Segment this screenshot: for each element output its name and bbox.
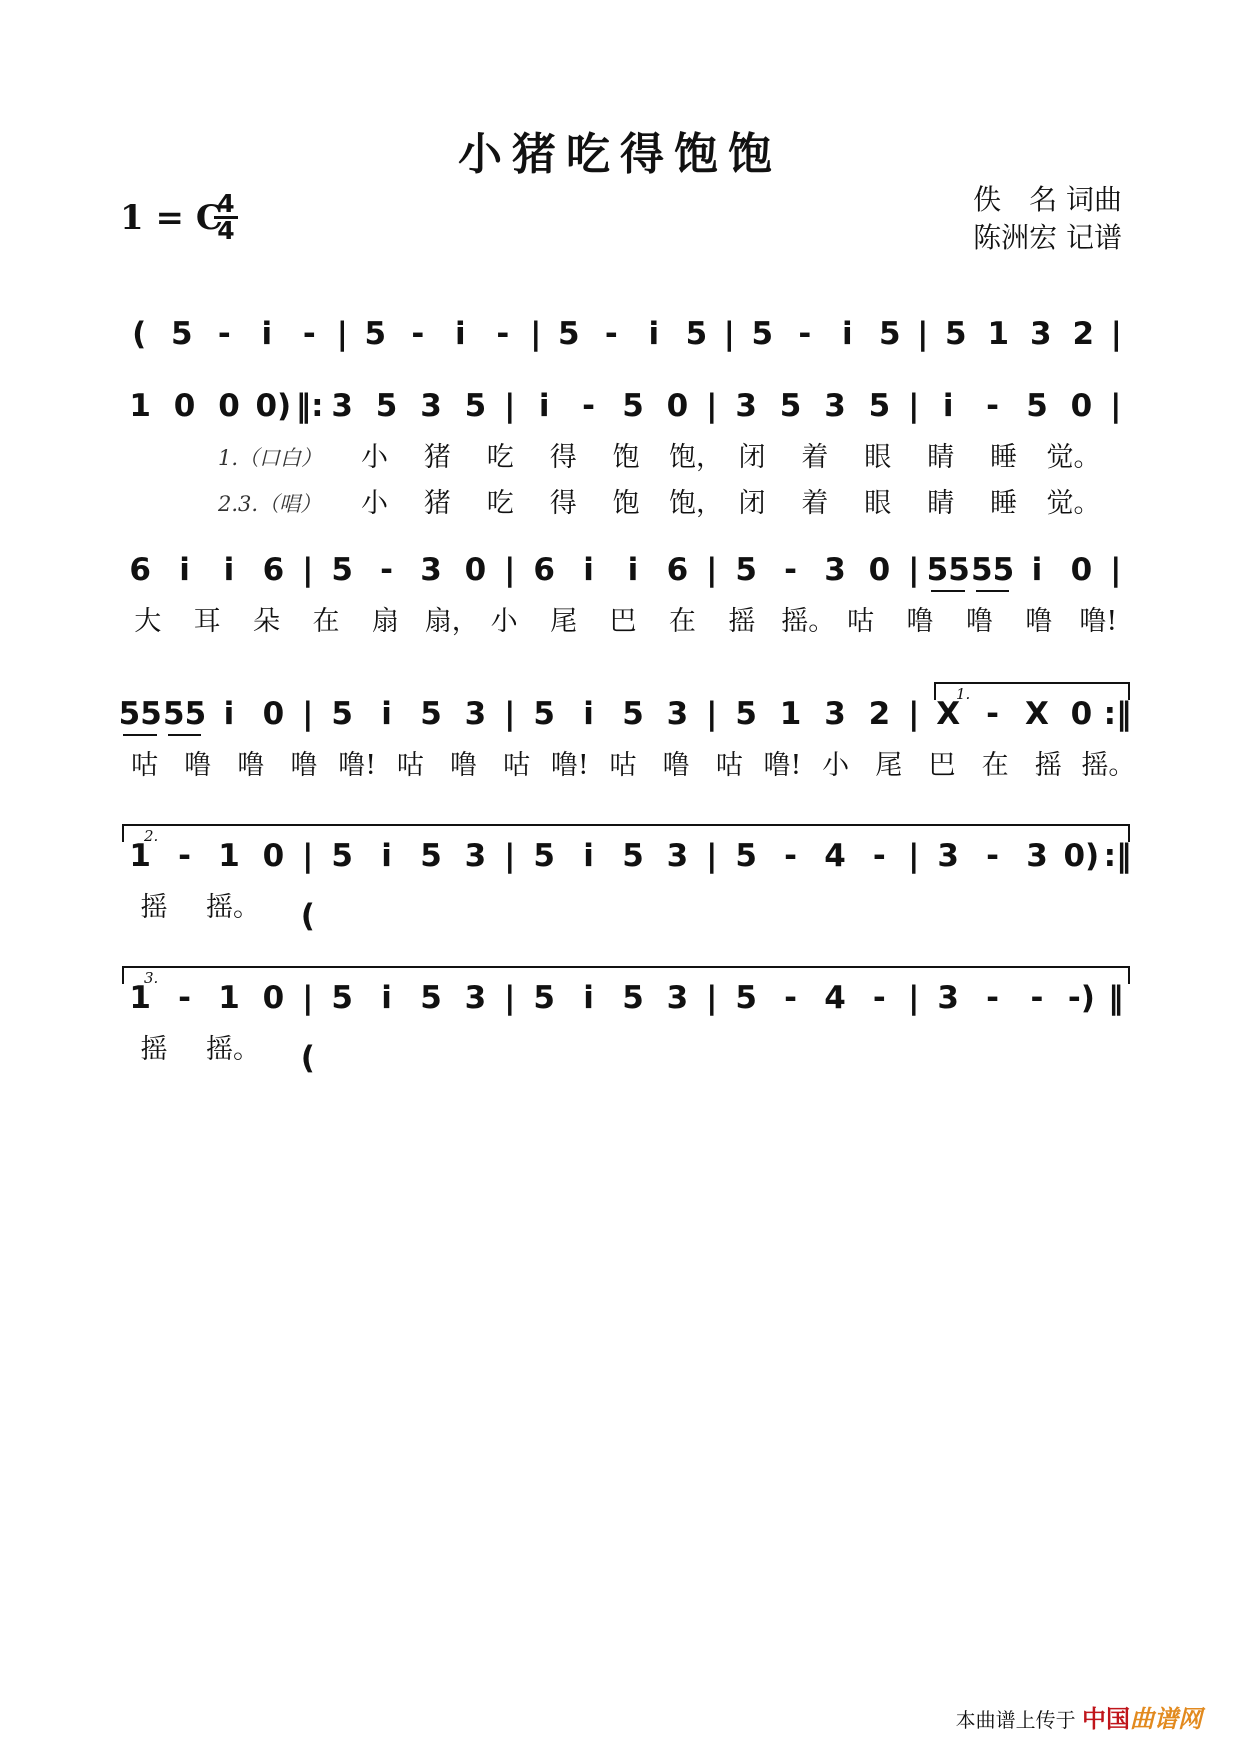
note: 0: [868, 552, 891, 588]
lyric-char: 吃: [486, 442, 514, 473]
barline: |: [504, 980, 516, 1016]
note: 5: [735, 552, 757, 588]
note: 3: [666, 838, 689, 874]
lyric-char: 摇。: [1081, 750, 1136, 781]
note: 5: [331, 838, 353, 874]
volta-bracket: [122, 824, 1130, 845]
note: 5: [944, 316, 967, 352]
barline: |: [504, 552, 516, 588]
lyric-char: 摇: [140, 1034, 168, 1065]
note: 5: [557, 316, 580, 352]
note: 0: [666, 388, 689, 424]
lyric-char: 猪: [423, 488, 451, 519]
lyric-char: 眼: [864, 488, 892, 519]
eighth-underline: [931, 590, 965, 592]
note: 2: [1072, 316, 1095, 352]
lyric-char: 噜!: [338, 750, 377, 781]
note: -: [986, 388, 1000, 424]
note: -: [798, 316, 812, 352]
barline: |(: [300, 838, 315, 934]
notation-row: [118, 540, 1128, 600]
note: 5: [622, 388, 644, 424]
lyric-char: 朵: [253, 606, 281, 637]
barline: |: [504, 838, 516, 874]
barline: |: [336, 316, 348, 352]
note: 6: [129, 552, 151, 588]
lyric-char: 饱: [612, 442, 640, 473]
note: 5: [420, 696, 442, 732]
note: 3: [824, 696, 846, 732]
lyric-char: 咕: [396, 750, 424, 781]
lyric-char: 扇，: [424, 606, 479, 637]
note: i: [455, 316, 466, 352]
footer: [956, 1699, 1202, 1734]
lyric-char: 噜!: [1079, 606, 1118, 637]
note: 3: [824, 552, 846, 588]
note: -: [784, 980, 798, 1016]
note: i: [842, 316, 853, 352]
note: -): [1067, 980, 1095, 1016]
lyric-char: 尾: [550, 606, 578, 637]
lyric-char: 睡: [990, 488, 1018, 519]
note: -: [496, 316, 510, 352]
note: 3: [735, 388, 757, 424]
note: 1: [218, 838, 240, 874]
note: 1: [129, 388, 151, 424]
barline: |: [706, 552, 718, 588]
note: 5: [331, 980, 353, 1016]
note: X: [936, 696, 961, 732]
note: 0: [262, 696, 285, 732]
note: -: [604, 316, 618, 352]
lyric-char: 摇: [1034, 750, 1062, 781]
note: 0: [262, 980, 285, 1016]
barline: |: [706, 980, 718, 1016]
note: X: [1025, 696, 1049, 732]
barline: :‖: [1103, 838, 1132, 874]
lyric-char: 噜!: [550, 750, 589, 781]
volta-label: 1.: [956, 685, 971, 703]
note: 5: [735, 838, 757, 874]
note: 55: [163, 696, 207, 732]
volta-label: 2.: [144, 827, 159, 845]
note: -: [217, 316, 231, 352]
site-logo-accent: 曲谱网: [1130, 1705, 1202, 1733]
note: 0: [464, 552, 487, 588]
note: 0: [218, 388, 240, 424]
note: 6: [533, 552, 555, 588]
note: 5: [331, 552, 353, 588]
note: 5: [533, 980, 555, 1016]
barline: |: [302, 696, 314, 732]
note: 3: [666, 696, 689, 732]
note: i: [583, 696, 594, 732]
lyric-char: 小: [490, 606, 518, 637]
barline: |: [302, 552, 314, 588]
transcriber-credit: 陈洲宏 记谱: [973, 221, 1122, 254]
lyric-char: 摇: [728, 606, 756, 637]
lyric-char: 巴: [609, 606, 637, 637]
eighth-underline: [168, 734, 202, 736]
note: -: [986, 980, 1000, 1016]
note: 5: [879, 316, 901, 352]
barline: |: [908, 980, 920, 1016]
lyric-char: 饱，: [669, 488, 724, 519]
note: 3: [464, 696, 487, 732]
note: 3: [420, 388, 442, 424]
note: i: [583, 552, 594, 588]
note: 1: [129, 980, 151, 1016]
note: 5: [735, 980, 757, 1016]
lyrics-line: [118, 1030, 1128, 1070]
lyric-char: 着: [801, 442, 829, 473]
lyric-char: 噜: [237, 750, 265, 781]
lyric-char: 饱，: [669, 442, 724, 473]
note: 5: [170, 316, 193, 352]
note: -: [986, 696, 1000, 732]
note: 2: [868, 696, 891, 732]
note: 3: [464, 838, 487, 874]
lyric-char: 噜: [184, 750, 212, 781]
note: 5: [622, 696, 644, 732]
lyric-char: 闭: [738, 488, 766, 519]
note: i: [381, 838, 392, 874]
note: -: [178, 980, 192, 1016]
site-logo-main: 中国: [1082, 1705, 1130, 1733]
time-signature-bottom: 4: [217, 216, 235, 245]
lyric-char: 觉。: [1046, 442, 1101, 473]
barline: |: [908, 552, 920, 588]
note: i: [223, 696, 235, 732]
note: 3: [824, 388, 846, 424]
note: 5: [420, 838, 442, 874]
lyric-char: 噜: [906, 606, 934, 637]
note: 1: [987, 316, 1010, 352]
barline: |: [706, 388, 718, 424]
lyric-char: 噜: [290, 750, 318, 781]
notation-row: [118, 376, 1128, 436]
note: 55: [971, 552, 1015, 588]
note: 3: [464, 980, 487, 1016]
note: 5: [622, 838, 644, 874]
lyric-char: 着: [801, 488, 829, 519]
lyric-char: 耳: [193, 606, 221, 637]
note: -: [582, 388, 596, 424]
lyric-char: 在: [668, 606, 696, 637]
barline: :‖: [1103, 696, 1132, 732]
verse-label: 1.（口白）: [218, 446, 323, 470]
lyric-char: 小: [360, 488, 388, 519]
note: 55: [118, 696, 162, 732]
note: 3: [1026, 838, 1048, 874]
lyric-char: 小: [360, 442, 388, 473]
barline: |: [706, 838, 718, 874]
lyric-char: 扇: [371, 606, 399, 637]
lyric-char: 在: [981, 750, 1009, 781]
lyric-char: 咕: [131, 750, 159, 781]
lyric-char: 得: [549, 488, 577, 519]
verse-label: 2.3.（唱）: [218, 492, 322, 516]
barline: |: [908, 388, 920, 424]
eighth-underline: [123, 734, 157, 736]
lyric-char: 噜: [450, 750, 478, 781]
lyricist-composer-credit: 佚 名 词曲: [973, 183, 1122, 216]
note: 1: [129, 838, 151, 874]
volta-label: 3.: [144, 969, 159, 987]
note: -: [1030, 980, 1044, 1016]
note: 3: [666, 980, 689, 1016]
lyrics-line: [118, 602, 1128, 642]
volta-bracket: [122, 966, 1130, 987]
note: i: [1031, 552, 1043, 588]
note: 4: [824, 980, 846, 1016]
note: 1: [218, 980, 240, 1016]
note: -: [380, 552, 394, 588]
lyric-char: 噜: [662, 750, 690, 781]
lyric-char: 咕: [847, 606, 875, 637]
lyric-char: 噜!: [763, 750, 802, 781]
time-signature: [214, 189, 238, 245]
note: -: [411, 316, 425, 352]
note: 5: [533, 838, 555, 874]
note: 0: [262, 838, 285, 874]
time-signature-top: 4: [217, 189, 235, 218]
note: i: [381, 980, 392, 1016]
barline: ‖:: [295, 388, 324, 424]
footer-text: 本曲谱上传于: [955, 1708, 1076, 1732]
note: 55: [926, 552, 970, 588]
lyrics-line: [118, 746, 1136, 786]
lyric-char: 猪: [423, 442, 451, 473]
barline: |(: [300, 980, 315, 1076]
lyric-char: 在: [312, 606, 340, 637]
lyric-char: 咕: [609, 750, 637, 781]
lyric-char: 大: [134, 606, 162, 637]
note: 0: [1070, 388, 1093, 424]
note: 5: [533, 696, 555, 732]
note: 5: [331, 696, 353, 732]
barline: ‖: [1108, 980, 1124, 1016]
barline: |: [504, 388, 516, 424]
note: 5: [685, 316, 708, 352]
lyric-char: 摇: [140, 892, 168, 923]
notation-row: [118, 304, 1128, 364]
barline: |: [908, 838, 920, 874]
lyric-char: 摇。: [206, 892, 260, 923]
lyric-char: 睛: [927, 442, 955, 473]
note: i: [381, 696, 392, 732]
barline: |: [723, 316, 735, 352]
note: 0: [1070, 552, 1093, 588]
lyric-char: 吃: [486, 488, 514, 519]
note: 6: [666, 552, 689, 588]
key-signature: 1 = C: [120, 198, 223, 238]
note: i: [648, 316, 660, 352]
barline: |: [530, 316, 542, 352]
lyric-char: 闭: [738, 442, 766, 473]
note: 3: [937, 980, 959, 1016]
lyrics-line: [118, 888, 1128, 928]
note: 5: [420, 980, 442, 1016]
note: 3: [1030, 316, 1052, 352]
note: 5: [464, 388, 487, 424]
note: 5: [751, 316, 774, 352]
lyric-char: 咕: [503, 750, 531, 781]
note: 3: [937, 838, 959, 874]
note: 1: [779, 696, 802, 732]
note: -: [986, 838, 1000, 874]
note: -: [178, 838, 192, 874]
lyric-char: 睛: [927, 488, 955, 519]
note: 3: [420, 552, 442, 588]
note: 5: [375, 388, 398, 424]
note: 5: [1026, 388, 1048, 424]
note: 0: [173, 388, 196, 424]
lyric-char: 尾: [875, 750, 903, 781]
lyric-char: 摇。: [206, 1034, 260, 1065]
note: i: [261, 316, 273, 352]
barline: |: [908, 696, 920, 732]
note: -: [872, 838, 886, 874]
note: 5: [622, 980, 644, 1016]
lyrics-line: [118, 438, 1128, 478]
note: 6: [262, 552, 285, 588]
song-title: 小猪吃得饱饱: [458, 129, 782, 180]
lyric-char: 摇。: [781, 606, 836, 637]
lyric-char: 睡: [990, 442, 1018, 473]
note: 5: [364, 316, 387, 352]
lyrics-line: [118, 484, 1128, 524]
note: -: [302, 316, 316, 352]
barline: |: [1110, 316, 1122, 352]
note: -: [784, 552, 798, 588]
note: i: [627, 552, 639, 588]
lyric-char: 噜: [1025, 606, 1053, 637]
note: i: [583, 838, 594, 874]
note: i: [583, 980, 594, 1016]
note: -: [784, 838, 798, 874]
note: 5: [735, 696, 757, 732]
lyric-char: 得: [549, 442, 577, 473]
barline: |: [1110, 552, 1122, 588]
lyric-char: 咕: [715, 750, 743, 781]
lyric-char: 小: [822, 750, 850, 781]
note: (: [132, 316, 147, 352]
note: 5: [779, 388, 802, 424]
note: i: [942, 388, 954, 424]
eighth-underline: [976, 590, 1010, 592]
note: 5: [868, 388, 891, 424]
volta-bracket: [934, 682, 1130, 703]
barline: |: [917, 316, 929, 352]
lyric-char: 觉。: [1046, 488, 1101, 519]
lyric-char: 噜: [965, 606, 993, 637]
note: i: [538, 388, 550, 424]
note: i: [179, 552, 190, 588]
lyric-char: 饱: [612, 488, 640, 519]
note: 0): [1063, 838, 1100, 874]
note: 0): [255, 388, 292, 424]
lyric-char: 眼: [864, 442, 892, 473]
barline: |: [504, 696, 516, 732]
barline: |: [706, 696, 718, 732]
note: 0: [1070, 696, 1093, 732]
note: 3: [331, 388, 353, 424]
lyric-char: 巴: [928, 750, 956, 781]
note: i: [223, 552, 235, 588]
barline: |: [1110, 388, 1122, 424]
note: -: [872, 980, 886, 1016]
note: 4: [824, 838, 846, 874]
